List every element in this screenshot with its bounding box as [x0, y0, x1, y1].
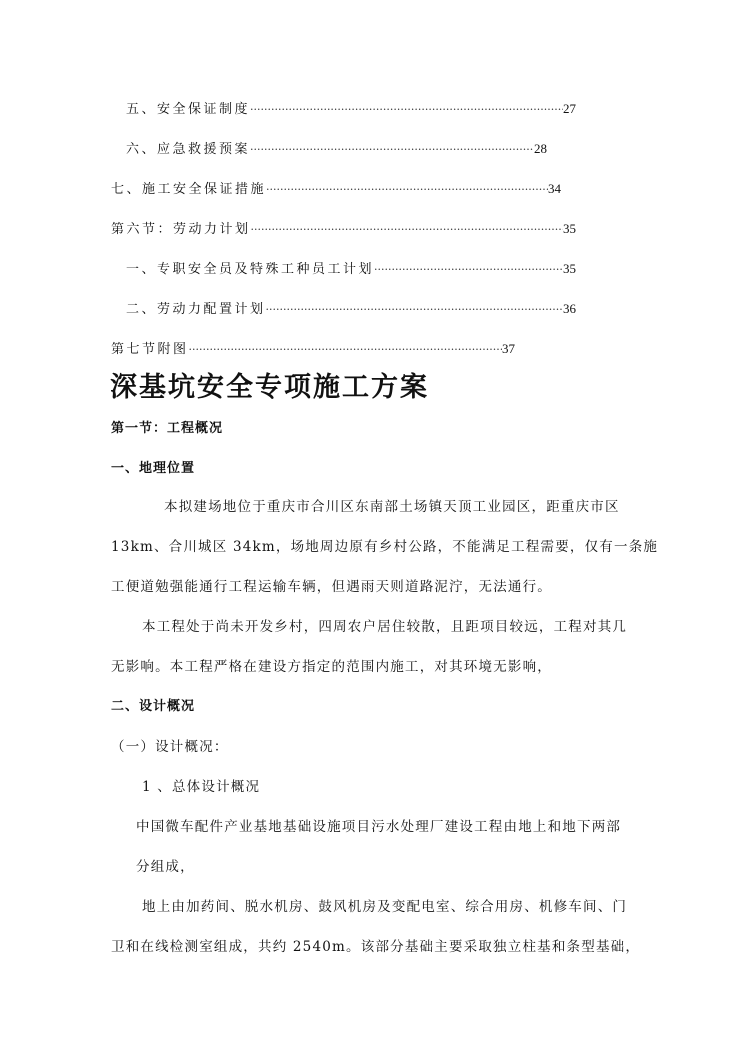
paragraph-line: 中国微车配件产业基地基础设施项目污水处理厂建设工程由地上和地下两部 — [136, 819, 622, 835]
subsection-heading: 二、设计概况 — [111, 699, 196, 714]
subsection-heading: 一、地理位置 — [111, 461, 196, 476]
toc-entry[interactable] — [126, 300, 576, 319]
paragraph-line: 工便道勉强能通行工程运输车辆，但遇雨天则道路泥泞，无法通行。 — [111, 579, 552, 595]
toc-entry-page: 36 — [563, 301, 576, 316]
toc-entry-label: 二、劳动力配置计划 — [126, 302, 266, 317]
toc-leader-dots — [266, 301, 563, 319]
subsection-label: 1 、总体设计概况 — [142, 779, 261, 795]
toc-leader-dots — [250, 101, 563, 119]
paragraph-line: 地上由加药间、脱水机房、鼓风机房及变配电室、综合用房、机修车间、门 — [142, 899, 628, 915]
toc-leader-dots — [266, 181, 548, 199]
toc-entry-page: 35 — [563, 221, 576, 236]
document-title: 深基坑安全专项施工方案 — [110, 372, 429, 403]
toc-entry[interactable] — [126, 260, 576, 279]
paragraph-line: 分组成， — [136, 859, 195, 875]
paragraph-line: 本拟建场地位于重庆市合川区东南部土场镇天顶工业园区，距重庆市区 — [164, 499, 620, 515]
toc-entry-label: 第七节附图 — [111, 342, 189, 357]
toc-entry-page: 35 — [563, 261, 576, 276]
toc-entry-page: 28 — [534, 141, 547, 156]
toc-entry[interactable] — [111, 180, 561, 199]
toc-entry[interactable] — [126, 140, 547, 159]
toc-entry-label: 一、专职安全员及特殊工种员工计划 — [126, 262, 375, 277]
toc-entry[interactable] — [111, 220, 576, 239]
toc-entry[interactable] — [111, 340, 515, 359]
toc-entry-label: 五、安全保证制度 — [126, 102, 251, 117]
toc-leader-dots — [251, 221, 563, 239]
toc-entry-label: 七、施工安全保证措施 — [111, 182, 267, 197]
toc-entry[interactable] — [126, 100, 576, 119]
toc-entry-label: 六、应急救援预案 — [126, 142, 251, 157]
paragraph-line: 13km、合川城区 34km，场地周边原有乡村公路，不能满足工程需要，仅有一条施 — [111, 539, 659, 555]
toc-entry-page: 27 — [563, 101, 576, 116]
paragraph-line: 本工程处于尚未开发乡村，四周农户居住较散，且距项目较远，工程对其几 — [142, 619, 628, 635]
paragraph-line: 卫和在线检测室组成，共约 2540m。该部分基础主要采取独立柱基和条型基础， — [111, 939, 641, 955]
toc-entry-page: 34 — [548, 181, 561, 196]
toc-leader-dots — [374, 261, 563, 279]
section-heading: 第一节：工程概况 — [111, 421, 224, 436]
toc-leader-dots — [189, 341, 502, 359]
paragraph-line: 无影响。本工程严格在建设方指定的范围内施工，对其环境无影响， — [111, 659, 552, 675]
toc-entry-page: 37 — [502, 341, 515, 356]
toc-entry-label: 第六节：劳动力计划 — [111, 222, 251, 237]
toc-leader-dots — [250, 141, 534, 159]
subsection-label: （一）设计概况： — [111, 739, 229, 755]
